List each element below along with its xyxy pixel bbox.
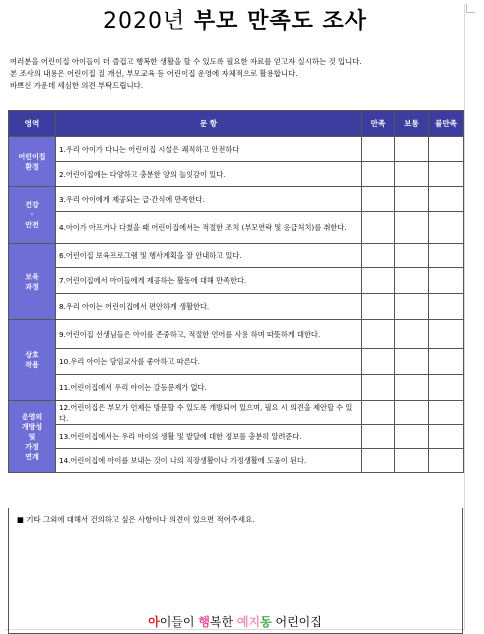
unsatisfied-checkbox[interactable] — [429, 425, 464, 449]
intro-line: 본 조사의 내용은 어린이집 질 개선, 부모교육 등 어린이집 운영에 자체적으로 활용합니다. — [10, 69, 298, 78]
table-header-row — [9, 111, 464, 137]
title-text: 부모 만족도 조사 — [193, 9, 367, 34]
neutral-checkbox[interactable] — [395, 425, 429, 449]
satisfied-checkbox[interactable] — [362, 268, 395, 294]
header-area: 영역 — [9, 111, 56, 137]
table-row — [9, 162, 464, 187]
question-item: 6.어린이집 보육프로그램 및 행사계획을 잘 안내하고 있다. — [56, 244, 362, 268]
question-item: 13.어린이집에서는 우리 아이의 생활 및 발달에 대한 정보를 충분히 알려준다. — [56, 425, 362, 449]
header-unsatisfied: 불만족 — [429, 111, 464, 137]
neutral-checkbox[interactable] — [395, 162, 429, 187]
question-item: 12.어린이집은 부모가 언제든 방문할 수 있도록 개방되어 있으며, 필요 시 의견을 제안할 수 있다. — [56, 401, 362, 425]
table-row — [9, 137, 464, 162]
page-title — [0, 4, 470, 35]
comments-prompt: ■ 기타 그외에 대해서 건의하고 싶은 사항이나 의견이 있으면 적어주세요. — [17, 515, 255, 524]
unsatisfied-checkbox[interactable] — [429, 187, 464, 212]
satisfied-checkbox[interactable] — [362, 162, 395, 187]
unsatisfied-checkbox[interactable] — [429, 375, 464, 401]
satisfied-checkbox[interactable] — [362, 137, 395, 162]
footer-logo-text: 동 — [260, 615, 272, 629]
unsatisfied-checkbox[interactable] — [429, 349, 464, 375]
table-row — [9, 401, 464, 425]
neutral-checkbox[interactable] — [395, 268, 429, 294]
neutral-checkbox[interactable] — [395, 401, 429, 425]
question-item: 8.우리 아이는 어린이집에서 편안하게 생활한다. — [56, 294, 362, 320]
unsatisfied-checkbox[interactable] — [429, 268, 464, 294]
area-cell-curriculum: 보육 과정 — [9, 244, 56, 320]
table-row — [9, 268, 464, 294]
neutral-checkbox[interactable] — [395, 349, 429, 375]
question-item: 2.어린이집에는 다양하고 충분한 양의 놀잇감이 있다. — [56, 162, 362, 187]
header-satisfied: 만족 — [362, 111, 395, 137]
table-row — [9, 244, 464, 268]
satisfied-checkbox[interactable] — [362, 187, 395, 212]
title-year: 2020년 — [102, 9, 186, 34]
neutral-checkbox[interactable] — [395, 244, 429, 268]
satisfied-checkbox[interactable] — [362, 320, 395, 349]
footer-text: 이들이 — [159, 615, 199, 629]
satisfied-checkbox[interactable] — [362, 349, 395, 375]
neutral-checkbox[interactable] — [395, 320, 429, 349]
table-row — [9, 320, 464, 349]
footer-logo-text: 예지 — [236, 615, 261, 629]
area-cell-openness: 운영의 개방성 및 가정 연계 — [9, 401, 56, 473]
question-item: 9.어린이집 선생님들은 아이를 존중하고, 적절한 언어를 사용 하며 따뜻하게 대한다. — [56, 320, 362, 349]
unsatisfied-checkbox[interactable] — [429, 137, 464, 162]
intro-line: 여러분을 어린이집 아이들이 더 즐겁고 행복한 생활을 할 수 있도록 필요한 자료를 얻고자 실시하는 것 입니다. — [10, 57, 362, 66]
area-cell-health-safety: 건강 · 안전 — [9, 187, 56, 244]
neutral-checkbox[interactable] — [395, 294, 429, 320]
question-item: 14.어린이집에 아이를 보내는 것이 나의 직장생활이나 가정생활에 도움이 된다. — [56, 449, 362, 473]
area-cell-interaction: 상호 작용 — [9, 320, 56, 401]
satisfied-checkbox[interactable] — [362, 425, 395, 449]
survey-table — [8, 110, 464, 473]
unsatisfied-checkbox[interactable] — [429, 449, 464, 473]
satisfied-checkbox[interactable] — [362, 375, 395, 401]
unsatisfied-checkbox[interactable] — [429, 401, 464, 425]
satisfied-checkbox[interactable] — [362, 244, 395, 268]
question-item: 11.어린이집에서 우리 아이는 갈등문제가 없다. — [56, 375, 362, 401]
footer-text: 복한 — [209, 615, 237, 629]
table-row — [9, 425, 464, 449]
footer-text: 어린이집 — [271, 615, 322, 629]
unsatisfied-checkbox[interactable] — [429, 212, 464, 244]
question-item: 4.아이가 아프거나 다쳤을 때 어린이집에서는 적절한 조치 (부모연락 및 응급처치)를 취한다. — [56, 212, 362, 244]
table-row — [9, 294, 464, 320]
table-row — [9, 187, 464, 212]
footer-slogan — [0, 613, 470, 630]
footer-initial-a: 아 — [148, 615, 160, 629]
question-item: 7.어린이집에서 아이들에게 제공하는 활동에 대해 만족한다. — [56, 268, 362, 294]
footer-initial-b: 행 — [198, 615, 210, 629]
satisfied-checkbox[interactable] — [362, 212, 395, 244]
satisfied-checkbox[interactable] — [362, 294, 395, 320]
unsatisfied-checkbox[interactable] — [429, 320, 464, 349]
satisfied-checkbox[interactable] — [362, 449, 395, 473]
unsatisfied-checkbox[interactable] — [429, 294, 464, 320]
intro-paragraph — [10, 56, 466, 92]
header-neutral: 보통 — [395, 111, 429, 137]
satisfied-checkbox[interactable] — [362, 401, 395, 425]
unsatisfied-checkbox[interactable] — [429, 162, 464, 187]
question-item: 10.우리 아이는 담임교사를 좋아하고 따른다. — [56, 349, 362, 375]
neutral-checkbox[interactable] — [395, 137, 429, 162]
question-item: 3.우리 아이에게 제공되는 급·간식에 만족한다. — [56, 187, 362, 212]
area-cell-environment: 어린이집 환경 — [9, 137, 56, 187]
table-row — [9, 375, 464, 401]
neutral-checkbox[interactable] — [395, 449, 429, 473]
neutral-checkbox[interactable] — [395, 212, 429, 244]
intro-line: 바쁘신 가운데 세심한 의견 부탁드립니다. — [10, 81, 144, 90]
table-row — [9, 449, 464, 473]
neutral-checkbox[interactable] — [395, 375, 429, 401]
header-item: 문 항 — [56, 111, 362, 137]
table-row — [9, 212, 464, 244]
question-item: 1.우리 아이가 다니는 어린이집 시설은 쾌적하고 안전하다 — [56, 137, 362, 162]
table-row — [9, 349, 464, 375]
neutral-checkbox[interactable] — [395, 187, 429, 212]
unsatisfied-checkbox[interactable] — [429, 244, 464, 268]
